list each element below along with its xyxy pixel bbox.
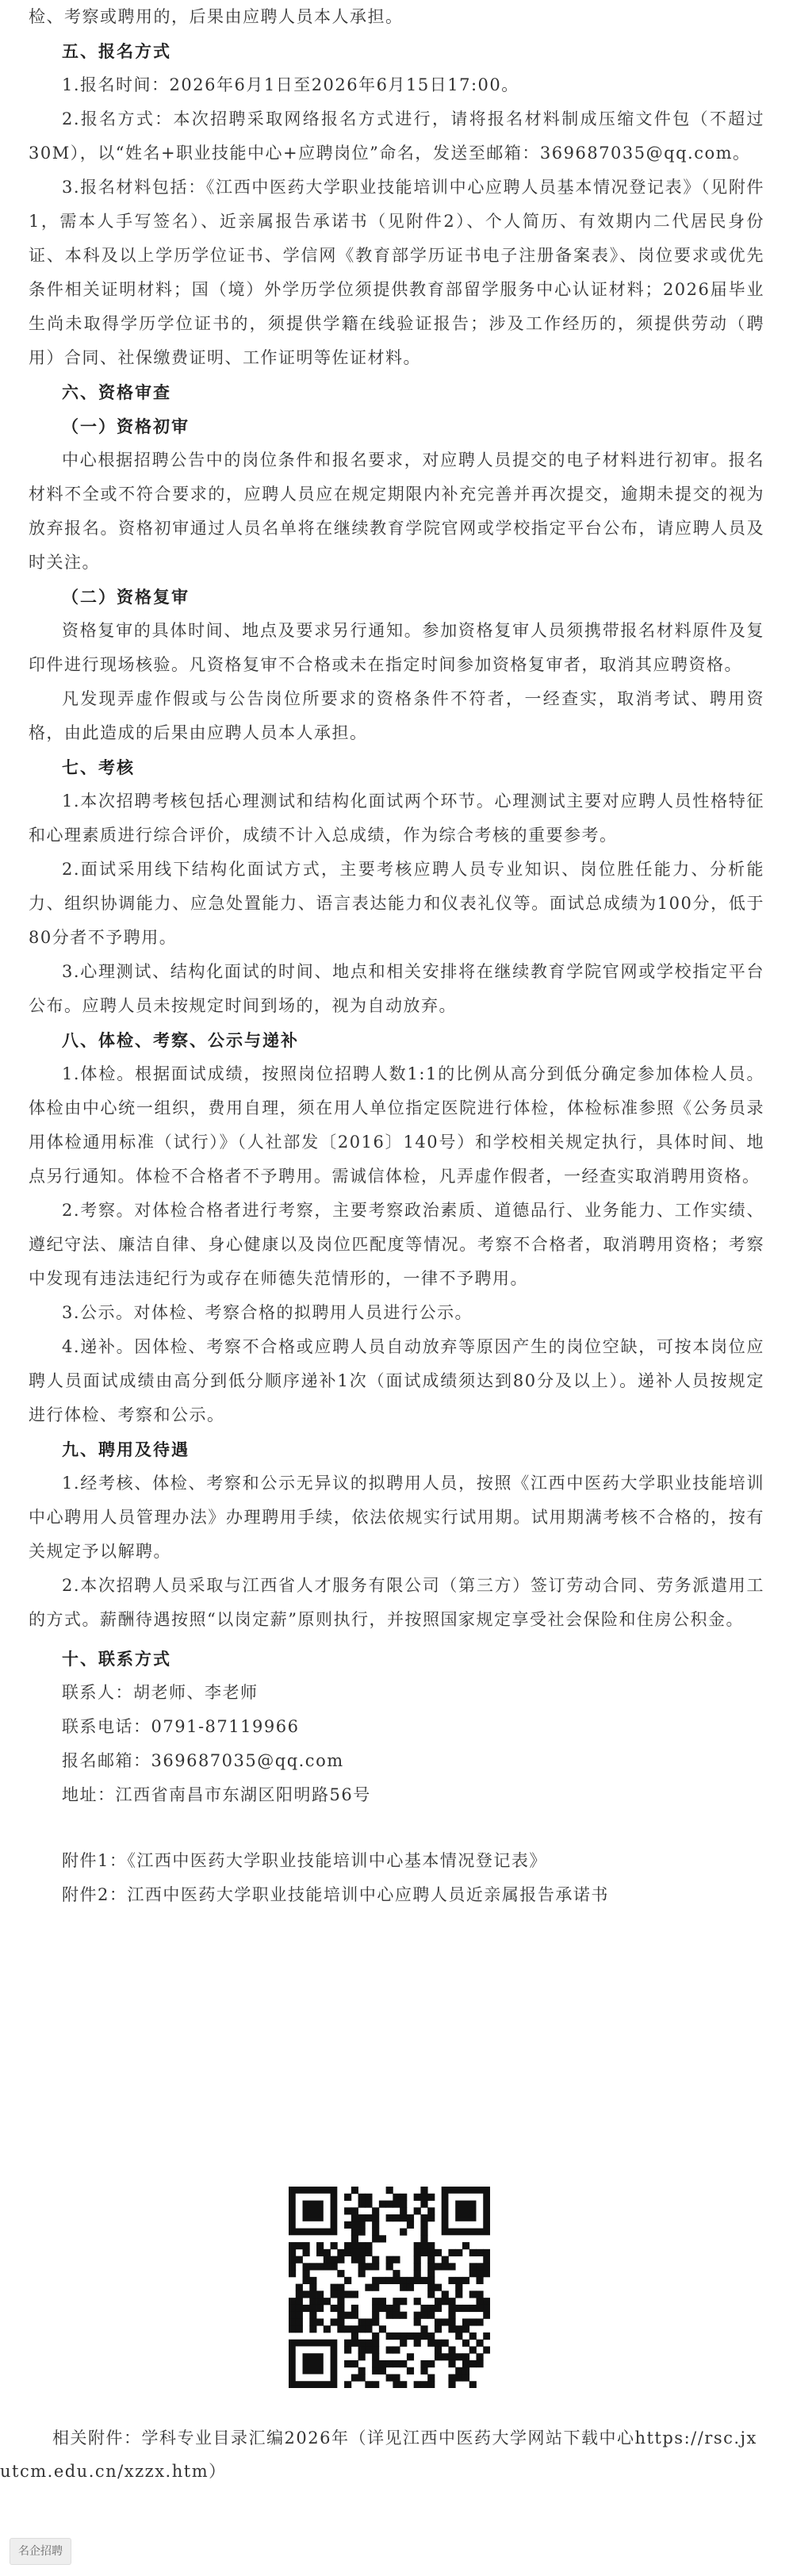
attachment-2: 附件2：江西中医药大学职业技能培训中心应聘人员近亲属报告承诺书	[62, 1885, 609, 1904]
qr-code-icon	[289, 2187, 490, 2388]
contact-address: 地址：江西省南昌市东湖区阳明路56号	[62, 1785, 371, 1804]
section-8-p3: 3.公示。对体检、考察合格的拟聘用人员进行公示。	[62, 1303, 473, 1322]
footer-tag[interactable]: 名企招聘	[10, 2538, 71, 2565]
section-6-sub2: （二）资格复审	[62, 587, 190, 607]
attachment-1: 附件1：《江西中医药大学职业技能培训中心基本情况登记表》	[62, 1851, 547, 1870]
section-9-p1: 1.经考核、体检、考察和公示无异议的拟聘用人员，按照《江西中医药大学职业技能培训中心聘用人员管理办法》办理聘用手续，依法依规实行试用期。试用期满考核不合格的，按有关规定予以解聘。	[29, 1474, 764, 1561]
intro-tail: 检、考察或聘用的，后果由应聘人员本人承担。	[29, 7, 404, 26]
section-7-p1: 1.本次招聘考核包括心理测试和结构化面试两个环节。心理测试主要对应聘人员性格特征和心理素质进行综合评价，成绩不计入总成绩，作为综合考核的重要参考。	[29, 792, 764, 845]
contact-email: 报名邮箱：369687035@qq.com	[62, 1751, 344, 1770]
related-attachment: 相关附件：学科专业目录汇编2026年（详见江西中医药大学网站下载中心https://rsc.jxutcm.edu.cn/xzzx.htm）	[0, 2428, 757, 2481]
section-6-p1: 中心根据招聘公告中的岗位条件和报名要求，对应聘人员提交的电子材料进行初审。报名材料不全或不符合要求的，应聘人员应在规定期限内补充完善并再次提交，逾期未提交的视为放弃报名。资格初审通过人员名单将在继续教育学院官网或学校指定平台公布，请应聘人员及时关注。	[29, 450, 764, 572]
section-6-sub1: （一）资格初审	[62, 416, 190, 436]
article-body	[29, 0, 764, 1912]
section-7-title: 七、考核	[62, 757, 135, 777]
section-5-p2: 2.报名方式：本次招聘采取网络报名方式进行，请将报名材料制成压缩文件包（不超过30M），以“姓名+职业技能中心+应聘岗位”命名，发送至邮箱：369687035@qq.com。	[29, 109, 764, 163]
contact-phone: 联系电话：0791-87119966	[62, 1717, 300, 1736]
section-7-p3: 3.心理测试、结构化面试的时间、地点和相关安排将在继续教育学院官网或学校指定平台公布。应聘人员未按规定时间到场的，视为自动放弃。	[29, 962, 764, 1015]
section-6-p3: 凡发现弄虚作假或与公告岗位所要求的资格条件不符者，一经查实，取消考试、聘用资格，由此造成的后果由应聘人员本人承担。	[29, 689, 764, 742]
section-8-p2: 2.考察。对体检合格者进行考察，主要考察政治素质、道德品行、业务能力、工作实绩、遵纪守法、廉洁自律、身心健康以及岗位匹配度等情况。考察不合格者，取消聘用资格；考察中发现有违法违纪行为或存在师德失范情形的，一律不予聘用。	[29, 1201, 764, 1288]
section-7-p2: 2.面试采用线下结构化面试方式，主要考核应聘人员专业知识、岗位胜任能力、分析能力、组织协调能力、应急处置能力、语言表达能力和仪表礼仪等。面试总成绩为100分，低于80分者不予聘用。	[29, 860, 764, 947]
section-10-title: 十、联系方式	[62, 1649, 171, 1669]
section-8-title: 八、体检、考察、公示与递补	[62, 1030, 299, 1050]
section-5-title: 五、报名方式	[62, 41, 171, 61]
section-9-title: 九、聘用及待遇	[62, 1439, 190, 1459]
section-5-p1: 1.报名时间：2026年6月1日至2026年6月15日17:00。	[62, 75, 519, 94]
qr-code-graphic	[289, 2187, 490, 2388]
contact-person: 联系人：胡老师、李老师	[62, 1683, 259, 1702]
section-6-p2: 资格复审的具体时间、地点及要求另行通知。参加资格复审人员须携带报名材料原件及复印件进行现场核验。凡资格复审不合格或未在指定时间参加资格复审者，取消其应聘资格。	[29, 621, 764, 674]
section-9-p2: 2.本次招聘人员采取与江西省人才服务有限公司（第三方）签订劳动合同、劳务派遣用工的方式。薪酬待遇按照“以岗定薪”原则执行，并按照国家规定享受社会保险和住房公积金。	[29, 1576, 764, 1629]
section-5-p3: 3.报名材料包括：《江西中医药大学职业技能培训中心应聘人员基本情况登记表》（见附件1，需本人手写签名）、近亲属报告承诺书（见附件2）、个人简历、有效期内二代居民身份证、本科及以上学历学位证书、学信网《教育部学历证书电子注册备案表》、岗位要求或优先条件相关证明材料；国（境）外学历学位须提供教育部留学服务中心认证材料；2026届毕业生尚未取得学历学位证书的，须提供学籍在线验证报告；涉及工作经历的，须提供劳动（聘用）合同、社保缴费证明、工作证明等佐证材料。	[29, 178, 764, 367]
section-6-title: 六、资格审查	[62, 382, 171, 402]
section-8-p1: 1.体检。根据面试成绩，按照岗位招聘人数1:1的比例从高分到低分确定参加体检人员。体检由中心统一组织，费用自理，须在用人单位指定医院进行体检，体检标准参照《公务员录用体检通用标准（试行）》（人社部发〔2016〕140号）和学校相关规定执行，具体时间、地点另行通知。体检不合格者不予聘用。需诚信体检，凡弄虚作假者，一经查实取消聘用资格。	[29, 1064, 764, 1186]
section-8-p4: 4.递补。因体检、考察不合格或应聘人员自动放弃等原因产生的岗位空缺，可按本岗位应聘人员面试成绩由高分到低分顺序递补1次（面试成绩须达到80分及以上）。递补人员按规定进行体检、考察和公示。	[29, 1337, 764, 1424]
